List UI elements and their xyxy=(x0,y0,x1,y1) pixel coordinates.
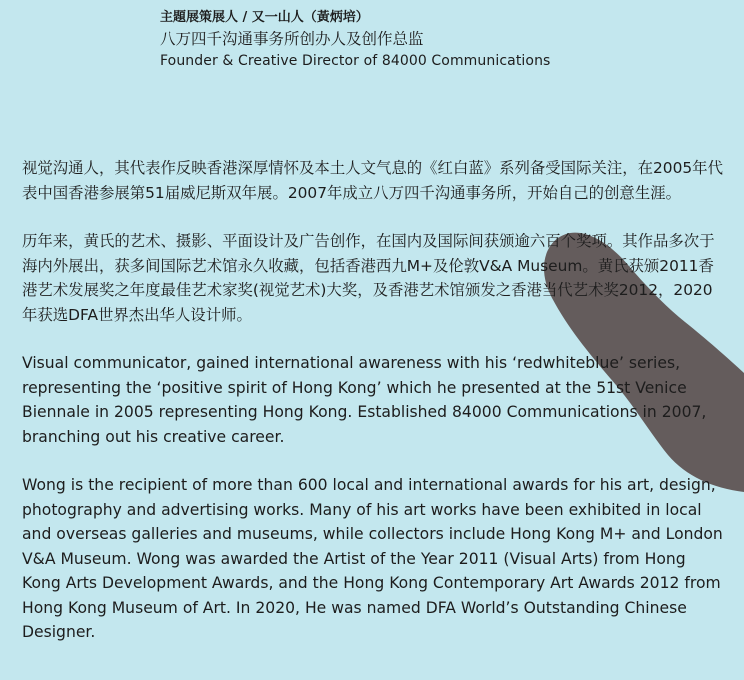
bio-paragraph-zh-1: 视觉沟通人，其代表作反映香港深厚情怀及本土人文气息的《红白蓝》系列备受国际关注，在2005年代表中国香港参展第51届威尼斯双年展。2007年成立八万四千沟通事务所，开始自己的创意生涯。 xyxy=(22,159,723,202)
bio-paragraph-en-1: Visual communicator, gained international awareness with his ‘redwhiteblue’ series, representing the ‘positive spirit of Hong Kong’ which he presented at the 51st Venice Biennale in 2005 representing Hong Kong. Established 84000 Communications in 2007, branching out his creative career. xyxy=(22,354,707,446)
curator-header xyxy=(160,9,550,71)
title-chinese: 八万四千沟通事务所创办人及创作总监 xyxy=(160,30,424,48)
curator-role: 主題展策展人 / 又一山人（黃炳培） xyxy=(160,10,369,25)
bio-paragraph-en-2: Wong is the recipient of more than 600 local and international awards for his art, design, photography and advertising works. Many of his art works have been exhibited in local and overseas galleries and museums, while collectors include Hong Kong M+ and London V&A Museum. Wong was awarded the Artist of the Year 2011 (Visual Arts) from Hong Kong Arts Development Awards, and the Hong Kong Contemporary Art Awards 2012 from Hong Kong Museum of Art. In 2020, He was named DFA World’s Outstanding Chinese Designer. xyxy=(22,476,723,641)
title-english: Founder & Creative Director of 84000 Communications xyxy=(160,53,551,69)
biography-body xyxy=(22,156,724,669)
bio-paragraph-zh-2: 历年来，黄氏的艺术、摄影、平面设计及广告创作，在国内及国际间获颁逾六百个奖项。其作品多次于海内外展出，获多间国际艺术馆永久收藏，包括香港西九M+及伦敦V&A Museum。黄氏获颁2011香港艺术发展奖之年度最佳艺术家奖(视觉艺术)大奖，及香港艺术馆颁发之香港当代艺术奖2012，2020年获选DFA世界杰出华人设计师。 xyxy=(22,232,715,324)
